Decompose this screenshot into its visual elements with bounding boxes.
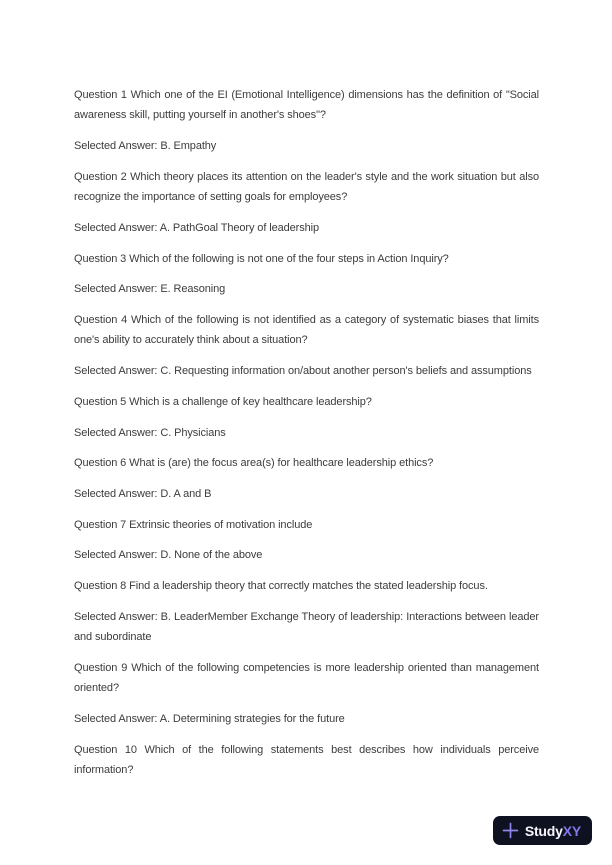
- plus-icon: [502, 822, 519, 839]
- answer-2-text: Selected Answer: A. PathGoal Theory of leadership: [74, 221, 319, 234]
- answer-1-text: Selected Answer: B. Empathy: [74, 140, 217, 153]
- question-5-text: Question 5 Which is a challenge of key healthcare leadership?: [74, 395, 372, 408]
- answer-9-text: Selected Answer: A. Determining strategies for the future: [74, 712, 345, 725]
- logo-wordmark: [525, 824, 581, 838]
- answer-8-text: Selected Answer: B. LeaderMember Exchange Theory of leadership: Interactions between leader and subordinate: [74, 610, 539, 644]
- question-4-text: Question 4 Which of the following is not identified as a category of systematic biases that limits one's ability to accurately think about a situation?: [74, 314, 539, 347]
- question-9-text: Question 9 Which of the following competencies is more leadership oriented than management oriented?: [74, 661, 539, 695]
- answer-6-text: Selected Answer: D. A and B: [74, 487, 212, 500]
- logo-xy-text: XY: [562, 822, 581, 839]
- question-7-text: Question 7 Extrinsic theories of motivation include: [74, 518, 313, 531]
- answer-5-text: Selected Answer: C. Physicians: [74, 426, 226, 439]
- logo-study-text: Study: [524, 822, 563, 839]
- answer-7-text: Selected Answer: D. None of the above: [74, 549, 263, 562]
- quiz-content: [74, 85, 539, 791]
- question-2-text: Question 2 Which theory places its attention on the leader's style and the work situation but also recognize the importance of setting goals for employees?: [74, 170, 539, 204]
- question-3-text: Question 3 Which of the following is not one of the four steps in Action Inquiry?: [74, 252, 449, 265]
- answer-4-text: Selected Answer: C. Requesting information on/about another person's beliefs and assumptions: [74, 365, 532, 378]
- question-10-text: Question 10 Which of the following statements best describes how individuals perceive information?: [74, 743, 539, 777]
- question-8-text: Question 8 Find a leadership theory that correctly matches the stated leadership focus.: [74, 580, 488, 593]
- question-1-text: Question 1 Which one of the EI (Emotional Intelligence) dimensions has the definition of "Social awareness skill, putting yourself in another's shoes"?: [74, 89, 539, 122]
- answer-3-text: Selected Answer: E. Reasoning: [74, 283, 226, 296]
- studyxy-logo: [493, 816, 592, 845]
- question-6-text: Question 6 What is (are) the focus area(s) for healthcare leadership ethics?: [74, 457, 434, 470]
